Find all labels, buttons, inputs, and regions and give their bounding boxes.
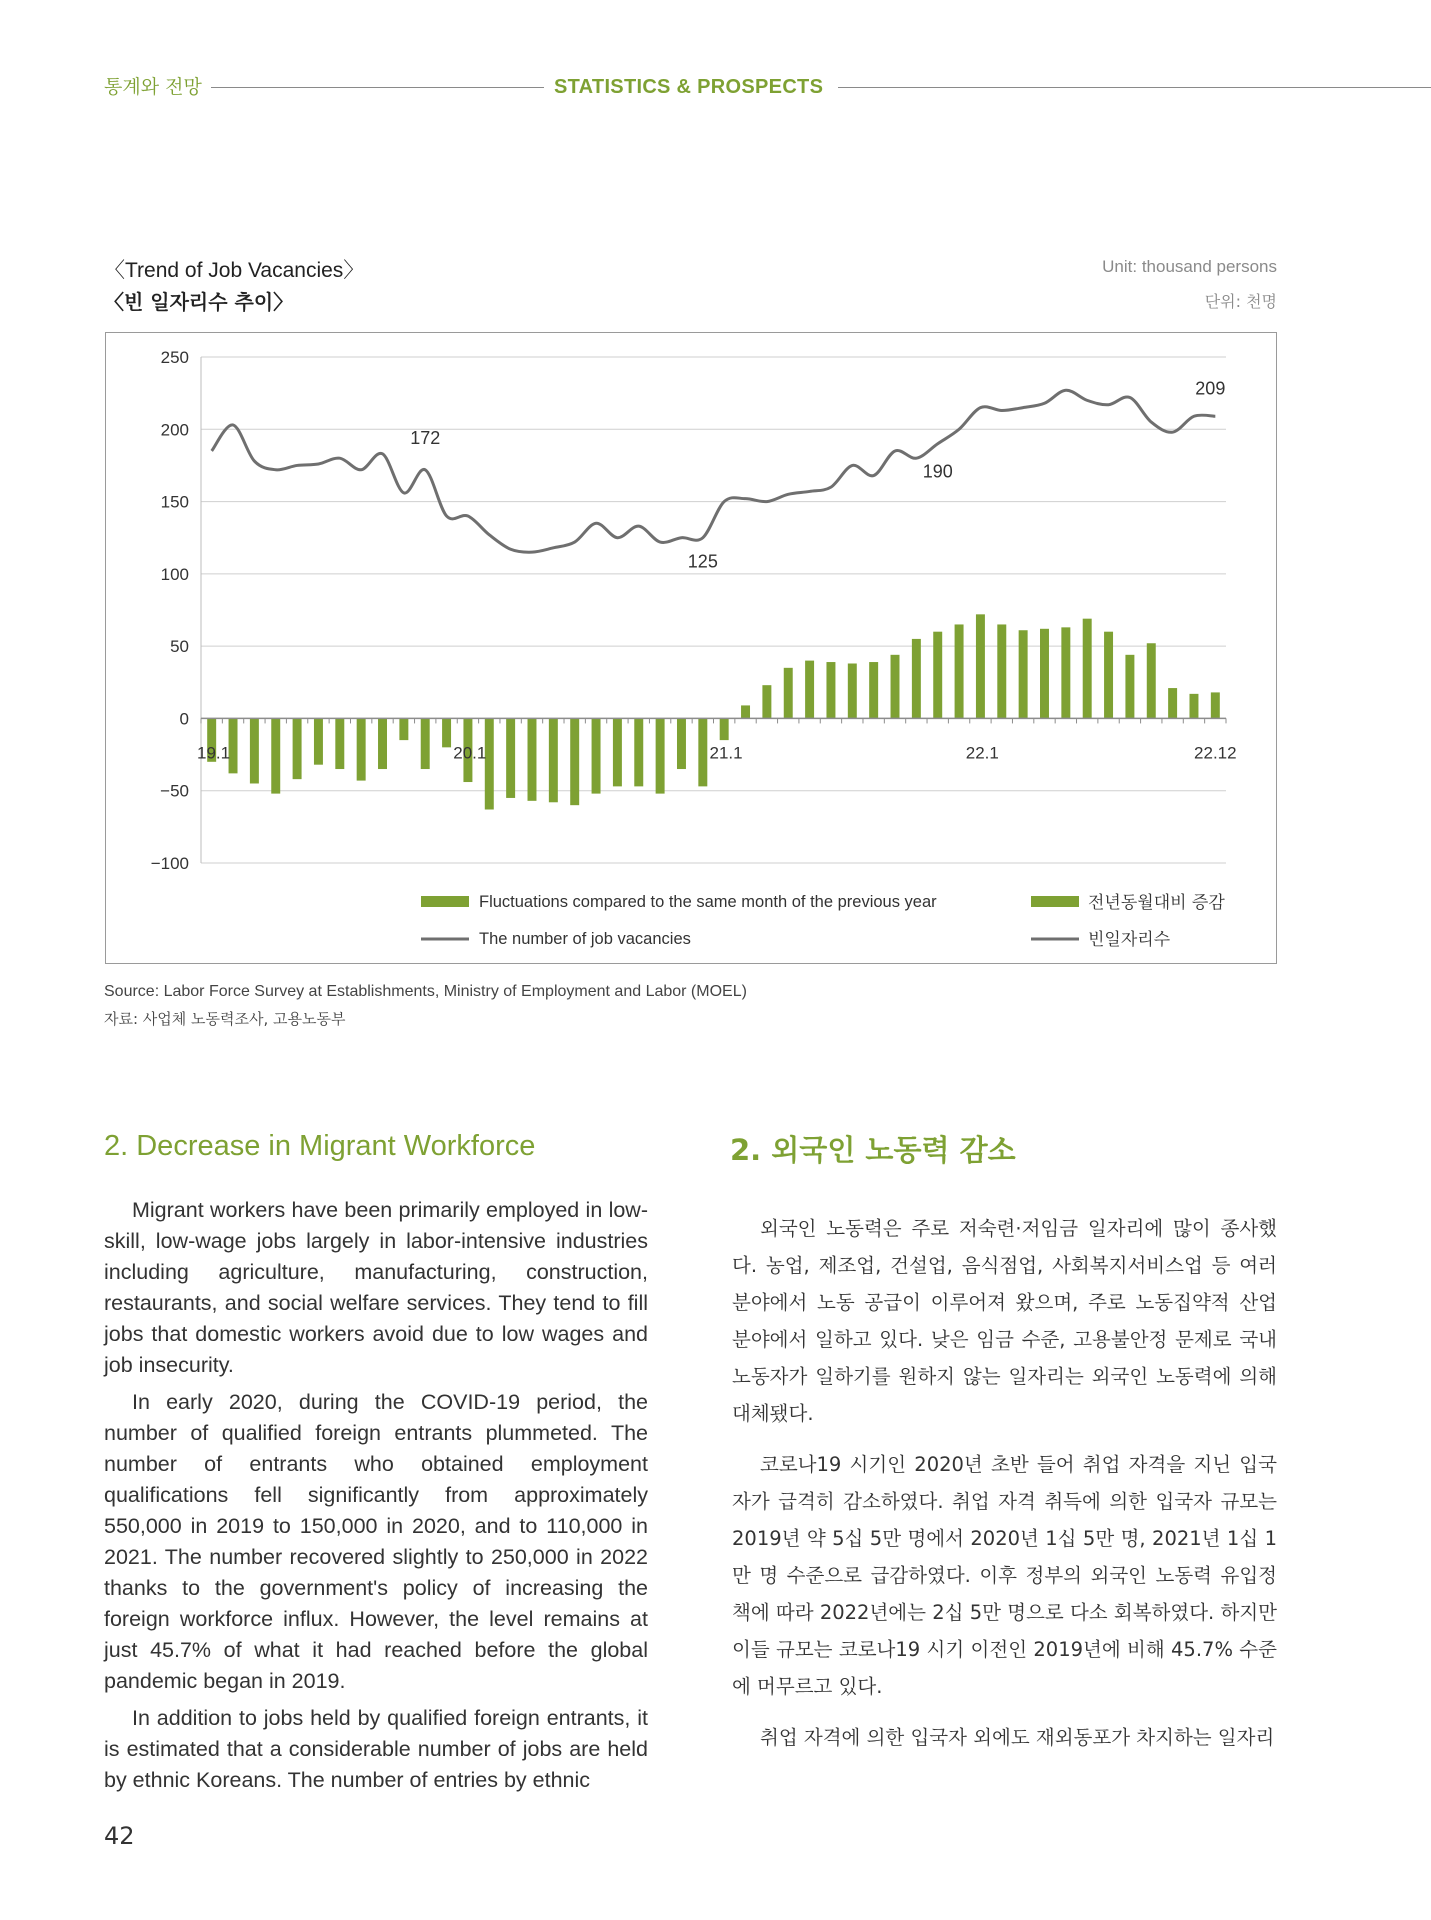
bar: [570, 718, 579, 805]
y-tick-label: −100: [150, 854, 189, 873]
paragraph-ko-1: 외국인 노동력은 주로 저숙련·저임금 일자리에 많이 종사했다. 농업, 제조업, 건설업, 음식점업, 사회복지서비스업 등 여러 분야에서 노동 공급이 이루어져 왔으며, 주로 노동집약적 산업 분야에서 일하고 있다. 낮은 임금 수준, 고용불안정 문제로 국내 노동자가 일하기를 원하지 않는 일자리는 외국인 노동력에 의해 대체됐다.: [732, 1217, 1277, 1425]
paragraph-en-2: In early 2020, during the COVID-19 period, the number of qualified foreign entrants plummeted. The number of entrants who obtained employment qualifications fell significantly from approximately 550,000 in 2019 to 150,000 in 2020, and to 110,000 in 2021. The number recovered slightly to 250,000 in 2022 thanks to the government's policy of increasing the foreign workforce influx. However, the level remains at just 45.7% of what it had reached before the global pandemic began in 2019.: [104, 1390, 648, 1693]
bar: [762, 685, 771, 718]
chart-title-en: 〈Trend of Job Vacancies〉: [104, 259, 365, 282]
y-tick-label: 50: [170, 637, 189, 657]
bar: [869, 662, 878, 718]
x-tick-label: 20.1: [453, 743, 487, 763]
x-tick-label: 22.1: [965, 743, 999, 763]
bar: [891, 655, 900, 719]
y-tick-label: −50: [160, 781, 189, 801]
paragraph-ko-3: 취업 자격에 의한 입국자 외에도 재외동포가 차지하는 일자리: [760, 1726, 1275, 1749]
source-en: Source: Labor Force Survey at Establishments, Ministry of Employment and Labor (MOEL): [104, 983, 747, 1000]
bar: [378, 718, 387, 769]
bar: [848, 663, 857, 718]
bar: [805, 661, 814, 719]
bar: [613, 718, 622, 786]
bar: [549, 718, 558, 802]
legend-line-label-ko: 빈일자리수: [1088, 930, 1171, 950]
bar: [1061, 627, 1070, 718]
body-column-en: [104, 1195, 648, 1802]
bar: [1168, 688, 1177, 718]
bar: [912, 639, 921, 719]
data-label: 125: [687, 551, 718, 572]
bar: [442, 718, 451, 747]
bar: [592, 718, 601, 793]
header-rule-left: [211, 87, 544, 88]
legend-bar-swatch-ko: [1031, 896, 1079, 907]
bar: [720, 718, 729, 740]
y-tick-label: 150: [160, 492, 189, 512]
bar: [698, 718, 707, 786]
paragraph-ko-2: 코로나19 시기인 2020년 초반 들어 취업 자격을 지닌 입국자가 급격히 감소하였다. 취업 자격 취득에 의한 입국자 규모는 2019년 약 5십 5만 명에서 2020년 1십 5만 명, 2021년 1십 1만 명 수준으로 급감하였다. 이후 정부의 외국인 노동력 유입정책에 따라 2022년에는 2십 5만 명으로 다소 회복하였다. 하지만 이들 규모는 코로나19 시기 이전인 2019년에 비해 45.7% 수준에 머무르고 있다.: [732, 1453, 1277, 1698]
bar: [1104, 632, 1113, 719]
section-heading-ko: 2. 외국인 노동력 감소: [730, 1133, 1016, 1167]
bar: [997, 624, 1006, 718]
x-tick-label: 22.12: [1194, 743, 1237, 763]
legend-bar-label-ko: 전년동월대비 증감: [1088, 893, 1225, 913]
bar: [784, 668, 793, 719]
bar: [421, 718, 430, 769]
data-label: 172: [410, 427, 441, 448]
data-label: 209: [1195, 378, 1226, 399]
section-heading-en: 2. Decrease in Migrant Workforce: [104, 1130, 536, 1162]
bar: [826, 662, 835, 718]
bar: [506, 718, 515, 798]
bar: [335, 718, 344, 769]
header-center-label: STATISTICS & PROSPECTS: [554, 76, 824, 98]
legend-line-label: The number of job vacancies: [479, 930, 691, 948]
page-number: 42: [104, 1822, 135, 1850]
bar: [933, 632, 942, 719]
bar: [399, 718, 408, 740]
bar: [1125, 655, 1134, 719]
bar: [485, 718, 494, 809]
x-tick-label: 21.1: [709, 743, 743, 763]
bar: [528, 718, 537, 800]
paragraph-en-1: Migrant workers have been primarily employed in low-skill, low-wage jobs largely in labor-intensive industries including agriculture, manufacturing, construction, restaurants, and social welfare services. They tend to fill jobs that domestic workers avoid due to low wages and job insecurity.: [104, 1198, 648, 1377]
bar: [314, 718, 323, 764]
bar: [250, 718, 259, 783]
body-column-ko: [732, 1210, 1277, 1770]
bar: [656, 718, 665, 793]
header-left-label: 통계와 전망: [104, 76, 202, 98]
bar: [1083, 619, 1092, 719]
chart-title-ko: 〈빈 일자리수 추이〉: [104, 290, 294, 314]
header-rule-right: [838, 87, 1431, 88]
paragraph-en-3: In addition to jobs held by qualified foreign entrants, it is estimated that a considerable number of jobs are held by ethnic Koreans. The number of entries by ethnic: [104, 1706, 648, 1792]
x-tick-label: 19.1: [197, 743, 231, 763]
bar: [634, 718, 643, 786]
legend-bar-label: Fluctuations compared to the same month of the previous year: [479, 893, 937, 911]
bar: [955, 624, 964, 718]
running-header: [0, 72, 1431, 102]
chart-frame: [105, 332, 1277, 964]
y-tick-label: 100: [160, 564, 189, 584]
bar: [271, 718, 280, 793]
bar: [357, 718, 366, 780]
y-tick-label: 250: [160, 348, 189, 367]
source-ko: 자료: 사업체 노동력조사, 고용노동부: [104, 1010, 346, 1028]
bar: [1189, 694, 1198, 719]
y-tick-label: 200: [160, 420, 189, 440]
bar: [1211, 692, 1220, 718]
chart-unit-ko: 단위: 천명: [1204, 292, 1277, 311]
bar: [741, 705, 750, 718]
bar: [677, 718, 686, 769]
bar: [1147, 643, 1156, 718]
bar: [1019, 630, 1028, 718]
legend-bar-swatch: [421, 896, 469, 907]
vacancies-line: [212, 390, 1216, 552]
bar: [1040, 629, 1049, 719]
data-label: 190: [922, 461, 953, 482]
y-tick-label: 0: [179, 709, 189, 729]
bar: [976, 614, 985, 718]
job-vacancies-chart: [106, 333, 1276, 963]
bar: [293, 718, 302, 779]
chart-unit-en: Unit: thousand persons: [1102, 257, 1277, 276]
